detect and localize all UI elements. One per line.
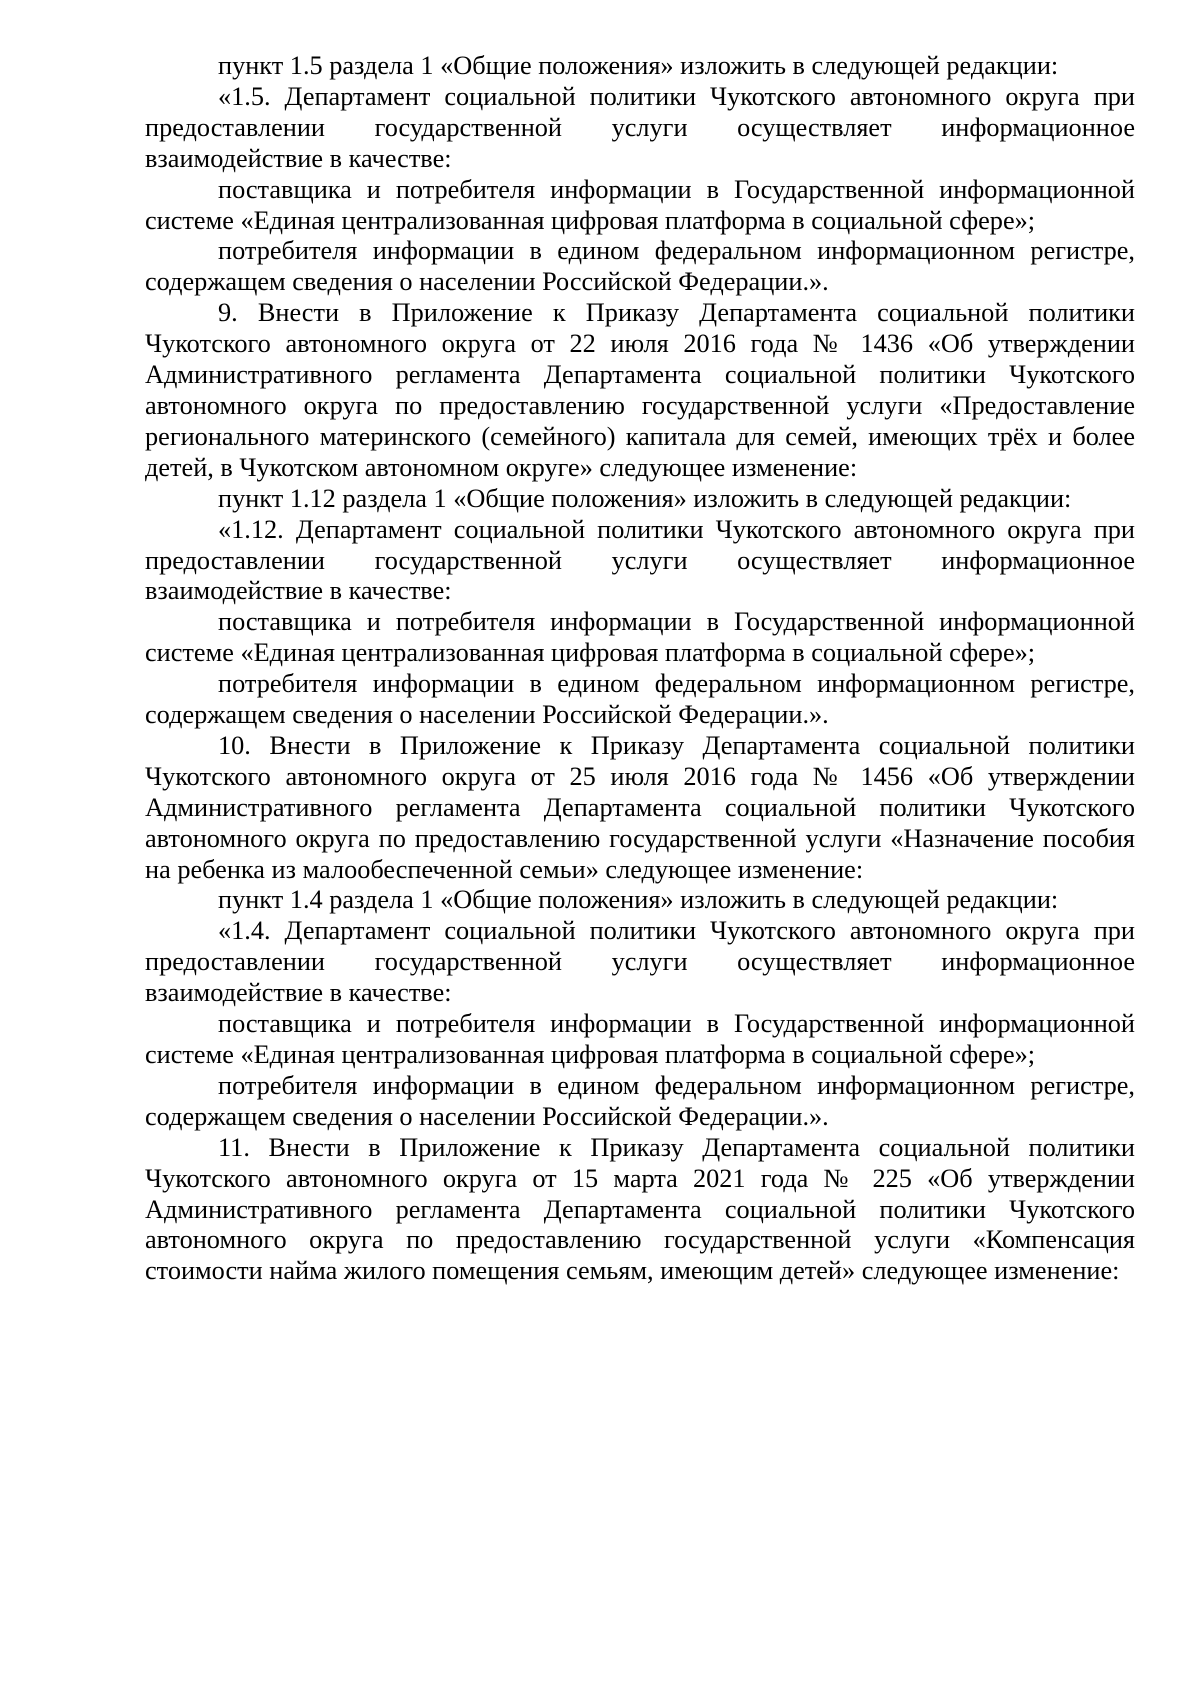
paragraph-1-12-consumer: потребителя информации в едином федеральном информационном регистре, содержащем сведения о населении Российской Федерации.».	[145, 669, 1135, 730]
paragraph-item-10: 10. Внести в Приложение к Приказу Департамента социальной политики Чукотского автономного округа от 25 июля 2016 года № 1456 «Об утверждении Административного регламента Департамента социальной политики Чукотского автономного округа по предоставлению государственной услуги «Назначение пособия на ребенка из малообеспеченной семьи» следующее изменение:	[145, 730, 1135, 884]
paragraph-amend-1-5-intro: пункт 1.5 раздела 1 «Общие положения» изложить в следующей редакции:	[218, 51, 1059, 80]
paragraph-amend-1-12-intro: пункт 1.12 раздела 1 «Общие положения» изложить в следующей редакции:	[218, 483, 1072, 513]
paragraph-amend-1-4-intro: пункт 1.4 раздела 1 «Общие положения» изложить в следующей редакции:	[218, 885, 1059, 915]
paragraph-1-5-consumer: потребителя информации в едином федеральном информационном регистре, содержащем сведения о населении Российской Федерации.».	[145, 236, 1135, 297]
paragraph-item-11: 11. Внести в Приложение к Приказу Департамента социальной политики Чукотского автономного округа от 15 марта 2021 года № 225 «Об утверждении Административного регламента Департамента социальной политики Чукотского автономного округа по предоставлению государственной услуги «Компенсация стоимости найма жилого помещения семьям, имеющим детей» следующее изменение:	[145, 1132, 1135, 1286]
paragraph-1-12-supplier: поставщика и потребителя информации в Государственной информационной системе «Единая централизованная цифровая платформа в социальной сфере»;	[145, 607, 1135, 668]
paragraph-1-4-department: «1.4. Департамент социальной политики Чукотского автономного округа при предоставлении государственной услуги осуществляет информационное взаимодействие в качестве:	[145, 916, 1135, 1008]
paragraph-1-12-department: «1.12. Департамент социальной политики Чукотского автономного округа при предоставлении государственной услуги осуществляет информационное взаимодействие в качестве:	[145, 514, 1135, 606]
paragraph-1-4-consumer: потребителя информации в едином федеральном информационном регистре, содержащем сведения о населении Российской Федерации.».	[145, 1070, 1135, 1131]
paragraph-1-5-supplier: поставщика и потребителя информации в Государственной информационной системе «Единая централизованная цифровая платформа в социальной сфере»;	[145, 174, 1135, 235]
paragraph-1-5-department: «1.5. Департамент социальной политики Чукотского автономного округа при предоставлении государственной услуги осуществляет информационное взаимодействие в качестве:	[145, 81, 1135, 173]
paragraph-item-9: 9. Внести в Приложение к Приказу Департамента социальной политики Чукотского автономного округа от 22 июля 2016 года № 1436 «Об утверждении Административного регламента Департамента социальной политики Чукотского автономного округа по предоставлению государственной услуги «Предоставление регионального материнского (семейного) капитала для семей, имеющих трёх и более детей, в Чукотском автономном округе» следующее изменение:	[145, 298, 1135, 482]
paragraph-1-4-supplier: поставщика и потребителя информации в Государственной информационной системе «Единая централизованная цифровая платформа в социальной сфере»;	[145, 1009, 1135, 1069]
document-body	[145, 51, 1135, 1287]
